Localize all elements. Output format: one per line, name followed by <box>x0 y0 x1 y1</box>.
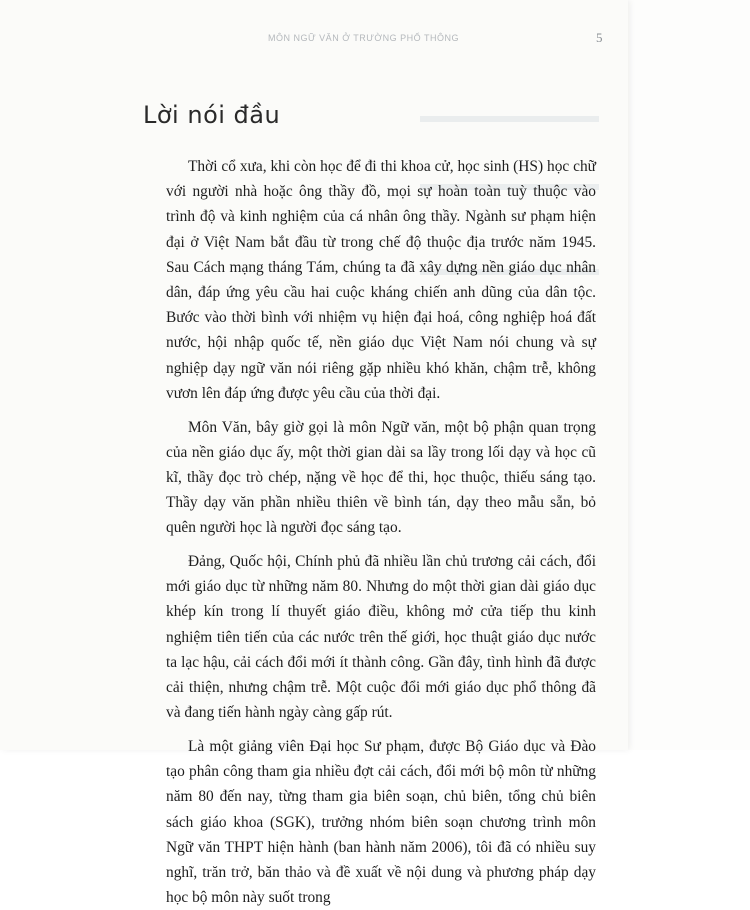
preface-body <box>166 154 596 910</box>
paragraph: Môn Văn, bây giờ gọi là môn Ngữ văn, một bộ phận quan trọng của nền giáo dục ấy, một thời gian dài sa lầy trong lối dạy và học cũ kĩ, thầy đọc trò chép, nặng về học để thi, học thuộc, thiếu sáng tạo. Thầy dạy văn phần nhiều thiên về bình tán, dạy theo mẫu sẵn, bỏ quên người học là người đọc sáng tạo. <box>166 418 596 537</box>
paragraph: Là một giảng viên Đại học Sư phạm, được Bộ Giáo dục và Đào tạo phân công tham gia nhiều đợt cải cách, đổi mới bộ môn từ những năm 80 đến nay, từng tham gia biên soạn, chủ biên, tổng chủ biên sách giáo khoa (SGK), trưởng nhóm biên soạn chương trình môn Ngữ văn THPT hiện hành (ban hành năm 2006), tôi đã có nhiều suy nghĩ, trăn trở, băn thảo và đề xuất về nội dung và phương pháp dạy học bộ môn này suốt trong <box>166 737 596 907</box>
page-number: 5 <box>596 30 603 45</box>
paragraph: Thời cổ xưa, khi còn học để đi thi khoa cử, học sinh (HS) học chữ với người nhà hoặc ông thầy đồ, mọi sự hoàn toàn tuỳ thuộc vào trình độ và kinh nghiệm của cá nhân ông thầy. Ngành sư phạm hiện đại ở Việt Nam bắt đầu từ trong chế độ thuộc địa trước năm 1945. Sau Cách mạng tháng Tám, chúng ta đã xây dựng nền giáo dục nhân dân, đáp ứng yêu cầu hai cuộc kháng chiến anh dũng của dân tộc. Bước vào thời bình với nhiệm vụ hiện đại hoá, công nghiệp hoá đất nước, hội nhập quốc tế, nền giáo dục Việt Nam nói chung và sự nghiệp dạy ngữ văn nói riêng gặp nhiều khó khăn, chậm trễ, không vươn lên đáp ứng được yêu cầu của thời đại. <box>166 158 596 402</box>
running-head: MÔN NGỮ VĂN Ở TRƯỜNG PHỔ THÔNG <box>268 33 459 43</box>
preface-heading: Lời nói đầu <box>143 101 281 129</box>
paragraph: Đảng, Quốc hội, Chính phủ đã nhiều lần chủ trương cải cách, đổi mới giáo dục từ những năm 80. Nhưng do một thời gian dài giáo dục khép kín trong lí thuyết giáo điều, không mở cửa tiếp thu kinh nghiệm tiên tiến của các nước trên thế giới, học thuật giáo dục nước ta lạc hậu, cải cách đổi mới ít thành công. Gần đây, tình hình đã được cải thiện, nhưng chậm trễ. Một cuộc đổi mới giáo dục phổ thông đã và đang tiến hành ngày càng gấp rút. <box>166 553 596 722</box>
